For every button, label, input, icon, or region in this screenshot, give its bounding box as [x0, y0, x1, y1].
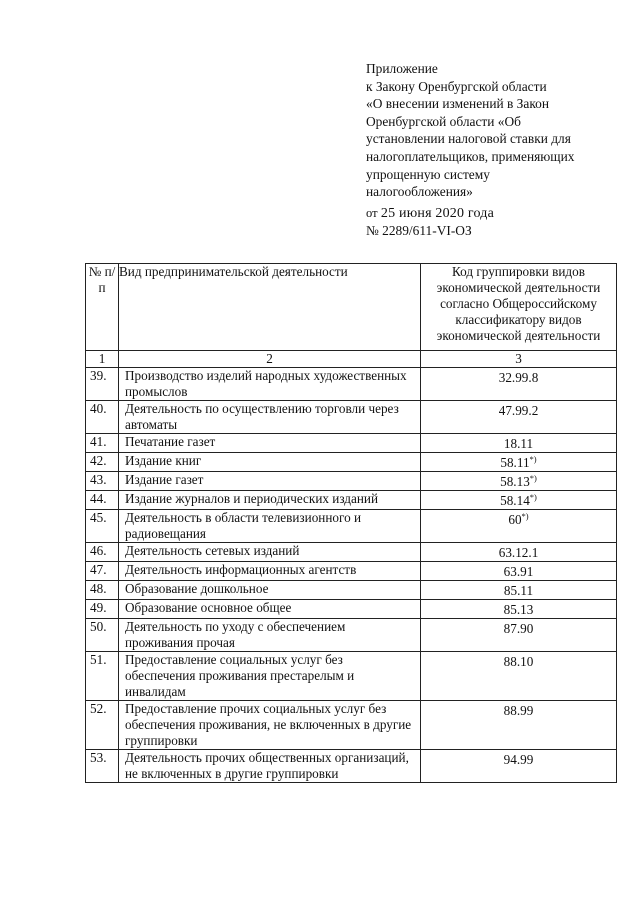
header-line-title-1: «О внесении изменений в Закон	[366, 96, 550, 112]
row-activity: Деятельность прочих общественных организаций, не включенных в другие группировки	[119, 750, 421, 783]
row-code	[421, 581, 617, 600]
row-number: 41.	[86, 434, 119, 453]
column-index: 1	[86, 351, 119, 368]
table-body	[86, 368, 617, 783]
table-row	[86, 491, 617, 510]
row-number: 49.	[86, 600, 119, 619]
row-activity: Издание книг	[119, 453, 421, 472]
table-row	[86, 434, 617, 453]
number-value: 2289/611-VI-ОЗ	[382, 223, 472, 239]
row-activity: Деятельность в области телевизионного и радиовещания	[119, 510, 421, 543]
table-row	[86, 401, 617, 434]
header-line-title-6: налогообложения»	[366, 184, 473, 200]
row-number: 42.	[86, 453, 119, 472]
row-code	[421, 600, 617, 619]
header-line-title-3: установлении налоговой ставки для	[366, 131, 571, 147]
header-line-title-5: упрощенную систему	[366, 166, 490, 182]
header-activity: Вид предпринимательской деятельности	[119, 264, 421, 351]
column-index-row	[86, 351, 617, 368]
row-number: 52.	[86, 701, 119, 750]
row-activity: Предоставление социальных услуг без обеспечения проживания престарелым и инвалидам	[119, 652, 421, 701]
footnote-mark: *)	[521, 511, 529, 521]
date-prefix: от	[366, 205, 378, 220]
row-code	[421, 491, 617, 510]
number-prefix: №	[366, 223, 379, 239]
code-value: 85.11	[503, 583, 534, 598]
footnote-mark: *)	[529, 454, 537, 464]
table-row	[86, 619, 617, 652]
date-value: 25 июня 2020 года	[380, 205, 495, 221]
row-code	[421, 434, 617, 453]
code-value: 60	[508, 512, 522, 527]
row-number: 44.	[86, 491, 119, 510]
column-index: 2	[119, 351, 421, 368]
row-code	[421, 510, 617, 543]
table-row	[86, 453, 617, 472]
table-row	[86, 562, 617, 581]
row-code	[421, 652, 617, 701]
footnote-mark: *)	[529, 492, 537, 502]
row-code	[421, 701, 617, 750]
code-value: 58.11	[500, 455, 530, 470]
row-number: 39.	[86, 368, 119, 401]
activity-table	[85, 263, 617, 783]
row-activity: Образование дошкольное	[119, 581, 421, 600]
header-line-title-2: Оренбургской области «Об	[366, 113, 521, 129]
code-value: 88.10	[503, 654, 534, 669]
table-row	[86, 701, 617, 750]
table-row	[86, 543, 617, 562]
row-code	[421, 453, 617, 472]
code-value: 32.99.8	[498, 370, 539, 385]
row-number: 50.	[86, 619, 119, 652]
row-code	[421, 543, 617, 562]
row-number: 51.	[86, 652, 119, 701]
code-value: 85.13	[503, 602, 534, 617]
code-value: 63.12.1	[498, 545, 539, 560]
header-law-number	[366, 222, 626, 240]
row-number: 40.	[86, 401, 119, 434]
table-row	[86, 472, 617, 491]
table-row	[86, 750, 617, 783]
row-activity: Образование основное общее	[119, 600, 421, 619]
table-row	[86, 510, 617, 543]
row-code	[421, 619, 617, 652]
code-value: 58.14	[500, 493, 530, 508]
header-code: Код группировки видов экономической деятельности согласно Общероссийскому классификатору видов экономической деятельности	[421, 264, 617, 351]
table-header-row	[86, 264, 617, 351]
row-number: 53.	[86, 750, 119, 783]
row-activity: Деятельность по осуществлению торговли через автоматы	[119, 401, 421, 434]
header-line-appendix: Приложение	[366, 61, 438, 76]
table-row	[86, 600, 617, 619]
header-line-law: к Закону Оренбургской области	[366, 78, 547, 94]
code-value: 18.11	[503, 436, 534, 451]
code-value: 88.99	[503, 703, 534, 718]
row-activity: Деятельность информационных агентств	[119, 562, 421, 581]
row-number: 43.	[86, 472, 119, 491]
row-number: 46.	[86, 543, 119, 562]
code-value: 47.99.2	[498, 403, 539, 418]
code-value: 94.99	[503, 752, 534, 767]
row-activity: Издание газет	[119, 472, 421, 491]
row-activity: Деятельность по уходу с обеспечением проживания прочая	[119, 619, 421, 652]
row-activity: Печатание газет	[119, 434, 421, 453]
row-number: 48.	[86, 581, 119, 600]
row-code	[421, 368, 617, 401]
row-activity: Деятельность сетевых изданий	[119, 543, 421, 562]
row-code	[421, 562, 617, 581]
code-value: 58.13	[500, 474, 530, 489]
code-value: 63.91	[503, 564, 534, 579]
code-value: 87.90	[503, 621, 534, 636]
table-row	[86, 581, 617, 600]
row-number: 45.	[86, 510, 119, 543]
header-num: № п/п	[86, 264, 119, 351]
row-number: 47.	[86, 562, 119, 581]
row-code	[421, 750, 617, 783]
row-code	[421, 472, 617, 491]
row-code	[421, 401, 617, 434]
table-row	[86, 652, 617, 701]
header-date	[366, 204, 626, 223]
row-activity: Издание журналов и периодических изданий	[119, 491, 421, 510]
row-activity: Предоставление прочих социальных услуг без обеспечения проживания, не включенных в другие группировки	[119, 701, 421, 750]
row-activity: Производство изделий народных художественных промыслов	[119, 368, 421, 401]
document-header	[366, 60, 626, 240]
footnote-mark: *)	[529, 473, 537, 483]
table-row	[86, 368, 617, 401]
column-index: 3	[421, 351, 617, 368]
header-line-title-4: налогоплательщиков, применяющих	[366, 148, 575, 164]
